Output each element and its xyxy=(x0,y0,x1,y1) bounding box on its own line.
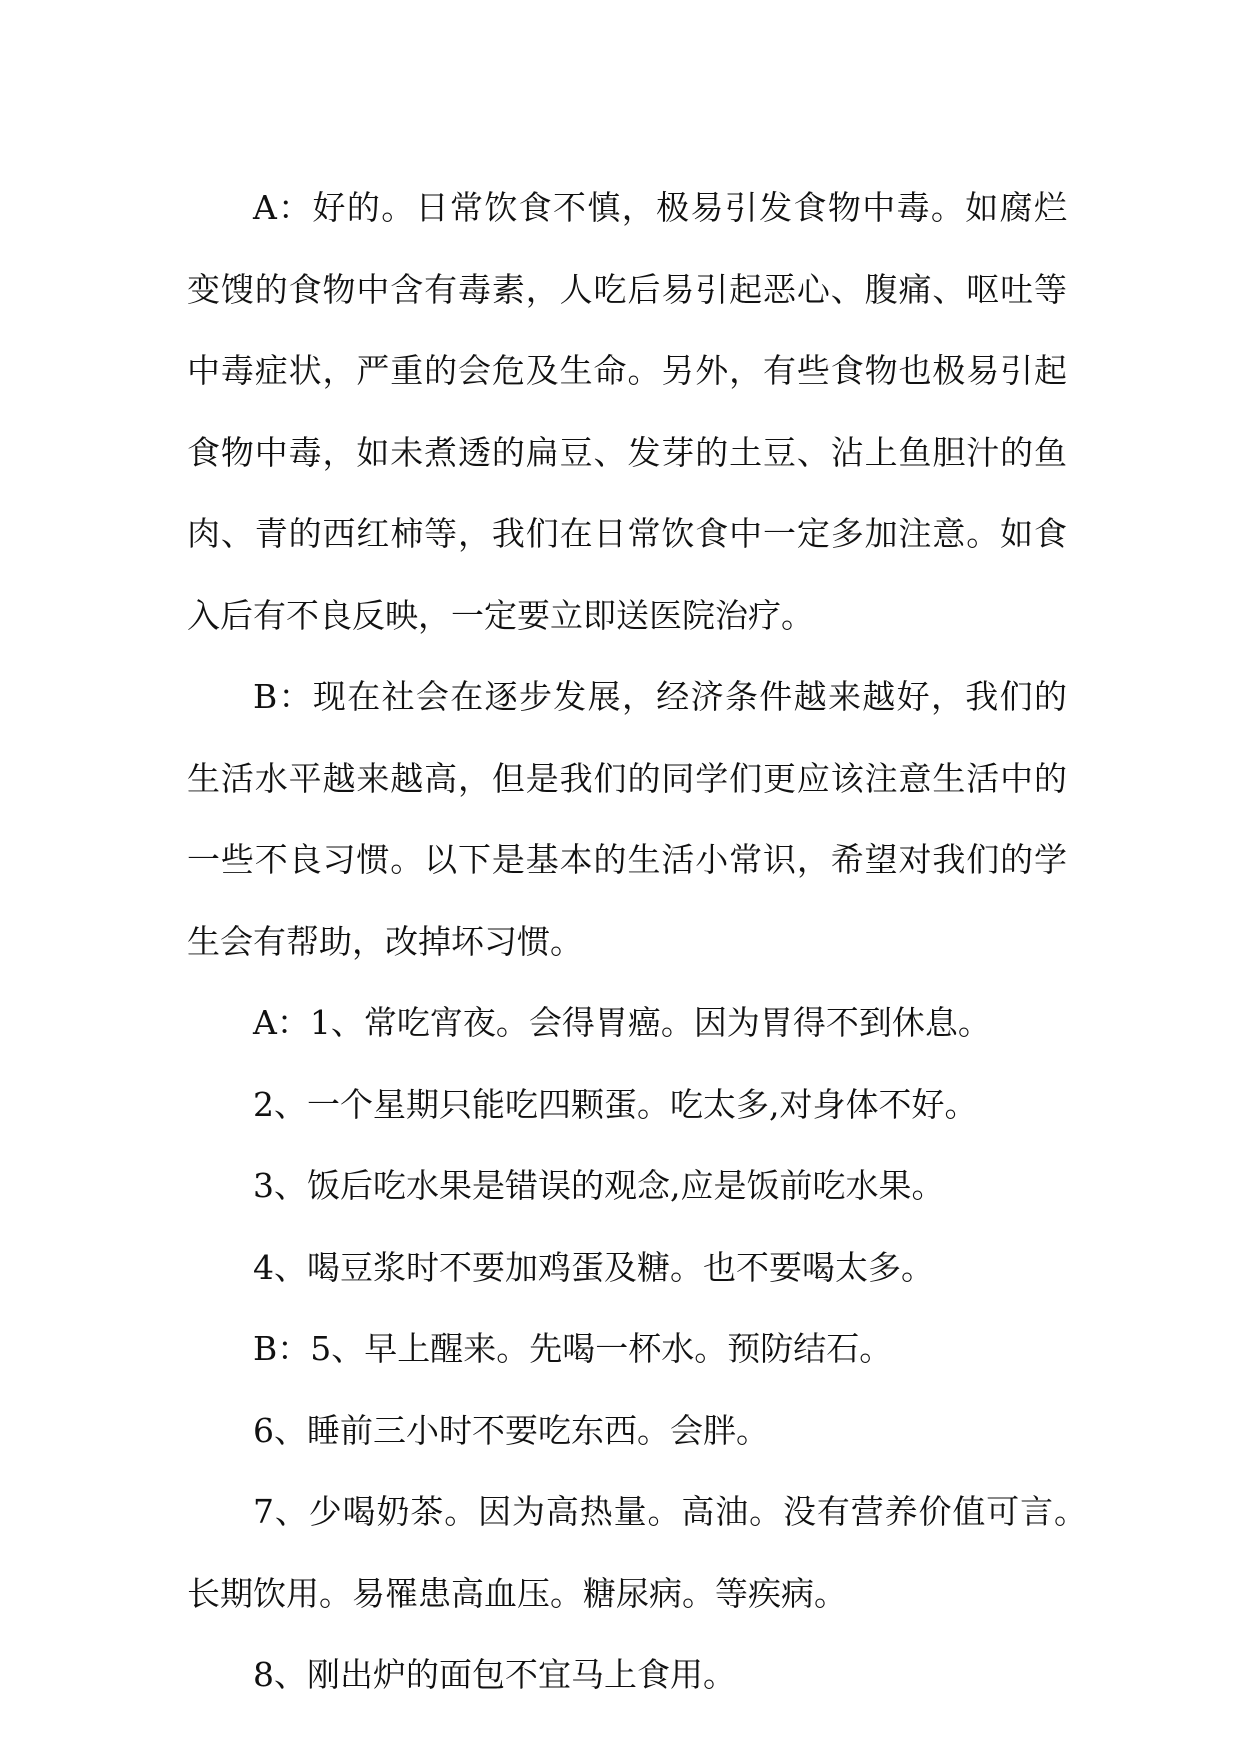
tip-item-1: A：1、常吃宵夜。会得胃癌。因为胃得不到休息。 xyxy=(253,1003,991,1042)
tip-item-3: 3、饭后吃水果是错误的观念,应是饭前吃水果。 xyxy=(253,1166,945,1205)
body-text xyxy=(187,167,1087,1716)
tip-item-4: 4、喝豆浆时不要加鸡蛋及糖。也不要喝太多。 xyxy=(253,1247,934,1287)
tip-item-2: 2、一个星期只能吃四颗蛋。吃太多,对身体不好。 xyxy=(253,1084,978,1124)
paragraph-food-poisoning: A：好的。日常饮食不慎，极易引发食物中毒。如腐烂变馊的食物中含有毒素，人吃后易引起恶心、腹痛、呕吐等中毒症状，严重的会危及生命。另外，有些食物也极易引起食物中毒，如未煮透的扁豆、发芽的土豆、沾上鱼胆汁的鱼肉、青的西红柿等，我们在日常饮食中一定多加注意。如食入后有不良反映，一定要立即送医院治疗。 xyxy=(187,188,1067,635)
tip-item-5: B：5、早上醒来。先喝一杯水。预防结石。 xyxy=(253,1329,893,1368)
tip-item-7: 7、少喝奶茶。因为高热量。高油。没有营养价值可言。长期饮用。易罹患高血压。糖尿病。等疾病。 xyxy=(187,1492,1087,1613)
tip-item-8: 8、刚出炉的面包不宜马上食用。 xyxy=(253,1655,736,1694)
paragraph-habits-intro: B：现在社会在逐步发展，经济条件越来越好，我们的生活水平越来越高，但是我们的同学们更应该注意生活中的一些不良习惯。以下是基本的生活小常识，希望对我们的学生会有帮助，改掉坏习惯。 xyxy=(187,677,1067,961)
tip-item-6: 6、睡前三小时不要吃东西。会胖。 xyxy=(253,1410,769,1450)
